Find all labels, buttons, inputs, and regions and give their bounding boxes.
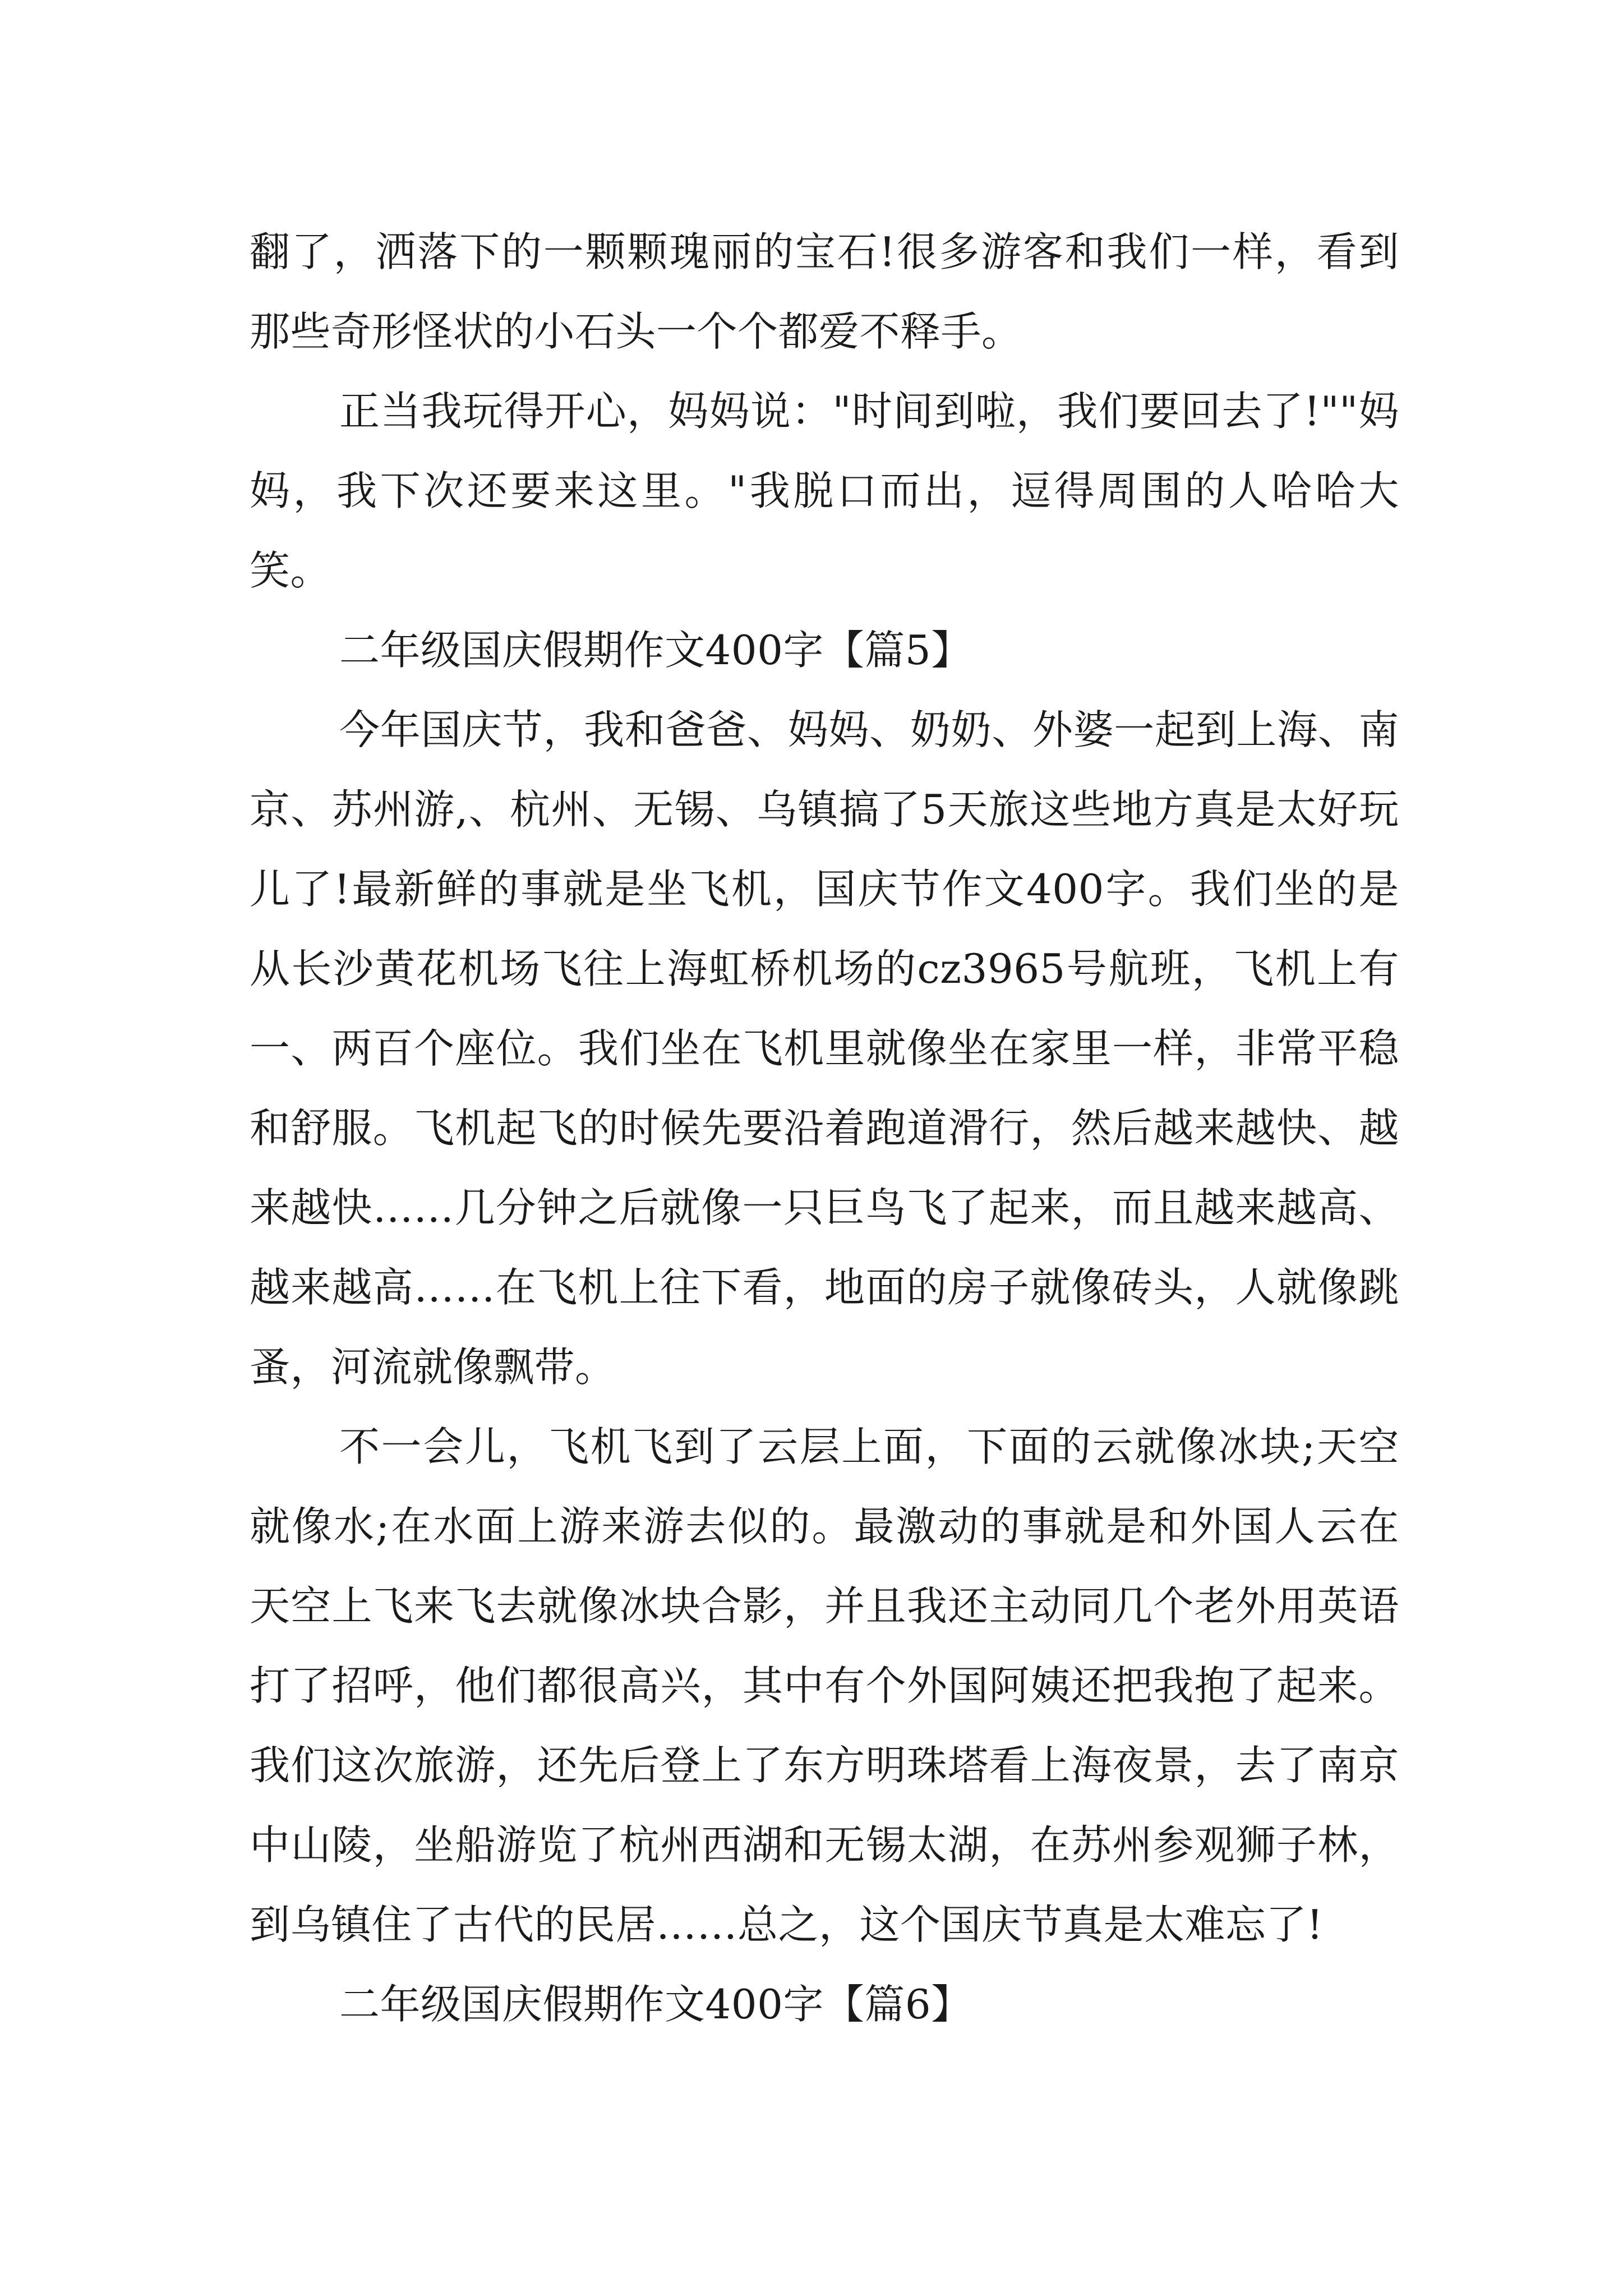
document-body <box>250 212 1399 2044</box>
paragraph-mom-says: 正当我玩得开心，妈妈说："时间到啦，我们要回去了!""妈妈，我下次还要来这里。"我脱口而出，逗得周围的人哈哈大笑。 <box>250 388 1399 594</box>
section-heading-5: 二年级国庆假期作文400字【篇5】 <box>339 627 972 674</box>
paragraph-national-day-trip: 今年国庆节，我和爸爸、妈妈、奶奶、外婆一起到上海、南京、苏州游,、杭州、无锡、乌镇搞了5天旅这些地方真是太好玩儿了!最新鲜的事就是坐飞机，国庆节作文400字。我们坐的是从长沙黄花机场飞往上海虹桥机场的cz3965号航班，飞机上有一、两百个座位。我们坐在飞机里就像坐在家里一样，非常平稳和舒服。飞机起飞的时候先要沿着跑道滑行，然后越来越快、越来越快……几分钟之后就像一只巨鸟飞了起来，而且越来越高、越来越高……在飞机上往下看，地面的房子就像砖头，人就像跳蚤，河流就像飘带。 <box>250 706 1399 1391</box>
section-heading-6: 二年级国庆假期作文400字【篇6】 <box>339 1981 972 2028</box>
paragraph-above-clouds: 不一会儿，飞机飞到了云层上面，下面的云就像冰块;天空就像水;在水面上游来游去似的。最激动的事就是和外国人云在天空上飞来飞去就像冰块合影，并且我还主动同几个老外用英语打了招呼，他们都很高兴，其中有个外国阿姨还把我抱了起来。我们这次旅游，还先后登上了东方明珠塔看上海夜景，去了南京中山陵，坐船游览了杭州西湖和无锡太湖，在苏州参观狮子林，到乌镇住了古代的民居……总之，这个国庆节真是太难忘了! <box>250 1423 1399 1948</box>
paragraph-continuation: 翻了，洒落下的一颗颗瑰丽的宝石!很多游客和我们一样，看到那些奇形怪状的小石头一个个都爱不释手。 <box>250 228 1399 355</box>
